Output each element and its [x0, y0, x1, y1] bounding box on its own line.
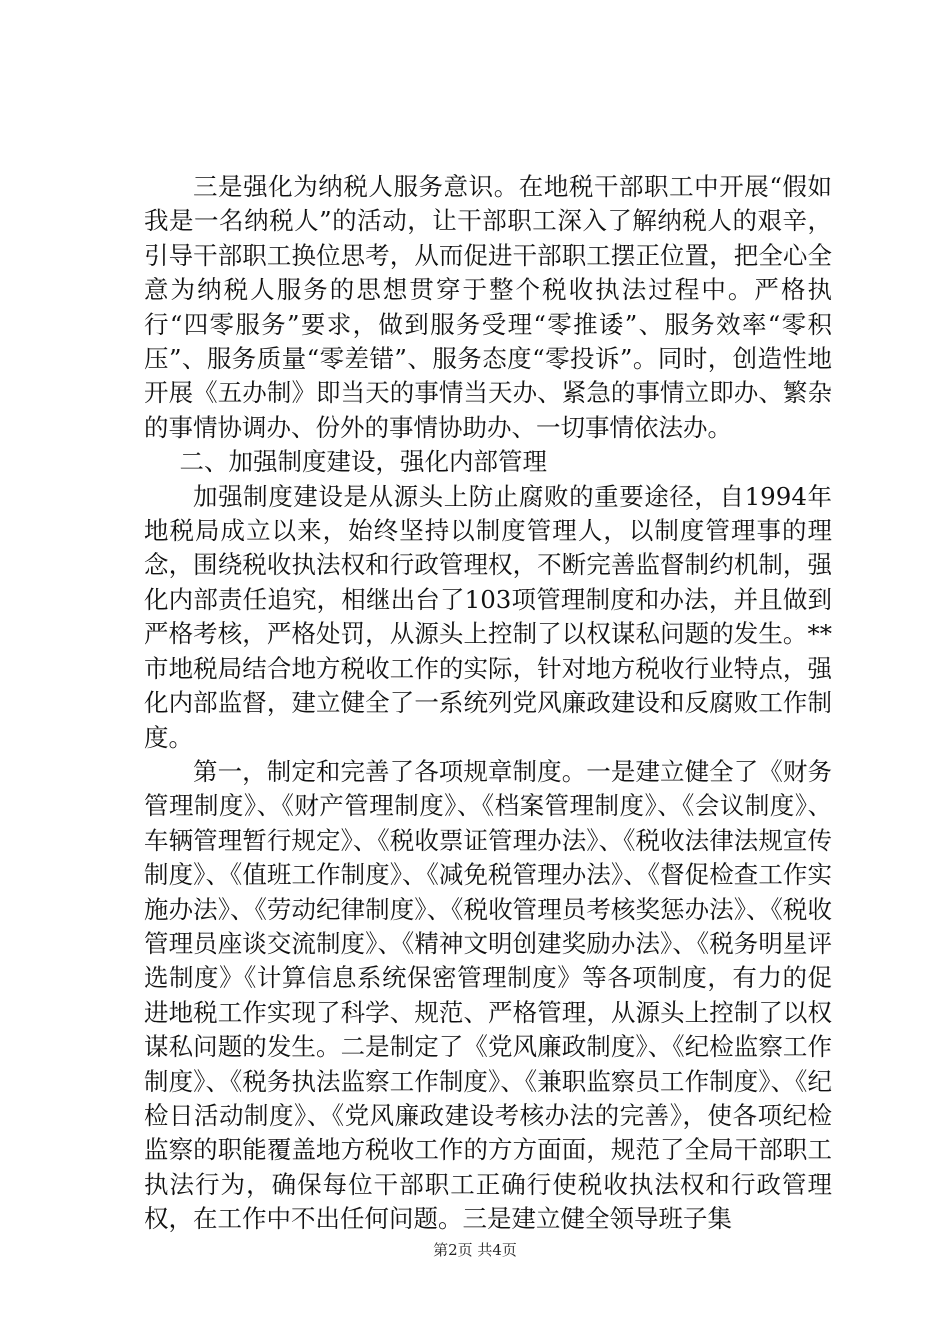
document-body: [144, 170, 832, 1237]
page-number-footer: 第2页 共4页: [433, 1241, 517, 1259]
paragraph-service-awareness: 三是强化为纳税人服务意识。在地税干部职工中开展“假如我是一名纳税人”的活动，让干部职工深入了解纳税人的艰辛，引导干部职工换位思考，从而促进干部职工摆正位置，把全心全意为纳税人服务的思想贯穿于整个税收执法过程中。严格执行“四零服务”要求，做到服务受理“零推诿”、服务效率“零积压”、服务质量“零差错”、服务态度“零投诉”。同时，创造性地开展《五办制》即当天的事情当天办、紧急的事情立即办、繁杂的事情协调办、份外的事情协助办、一切事情依法办。: [144, 172, 832, 442]
paragraph-regulations: 第一，制定和完善了各项规章制度。一是建立健全了《财务管理制度》、《财产管理制度》、《档案管理制度》、《会议制度》、车辆管理暂行规定》、《税收票证管理办法》、《税收法律法规宣传制度》、《值班工作制度》、《减免税管理办法》、《督促检查工作实施办法》、《劳动纪律制度》、《税收管理员考核奖惩办法》、《税收管理员座谈交流制度》、《精神文明创建奖励办法》、《税务明星评选制度》《计算信息系统保密管理制度》等各项制度，有力的促进地税工作实现了科学、规范、严格管理，从源头上控制了以权谋私问题的发生。二是制定了《党风廉政制度》、《纪检监察工作制度》、《税务执法监察工作制度》、《兼职监察员工作制度》、《纪检日活动制度》、《党风廉政建设考核办法的完善》，使各项纪检监察的职能覆盖地方税收工作的方方面面，规范了全局干部职工执法行为，确保每位干部职工正确行使税收执法权和行政管理权，在工作中不出任何问题。三是建立健全领导班子集: [144, 756, 832, 1234]
paragraph-system-building: 加强制度建设是从源头上防止腐败的重要途径，自1994年地税局成立以来，始终坚持以制度管理人，以制度管理事的理念，围绕税收执法权和行政管理权，不断完善监督制约机制，强化内部责任追究，相继出台了103项管理制度和办法，并且做到严格考核，严格处罚，从源头上控制了以权谋私问题的发生。**市地税局结合地方税收工作的实际，针对地方税收行业特点，强化内部监督，建立健全了一系统列党风廉政建设和反腐败工作制度。: [144, 481, 832, 752]
section-heading: 二、加强制度建设，强化内部管理: [179, 447, 548, 477]
